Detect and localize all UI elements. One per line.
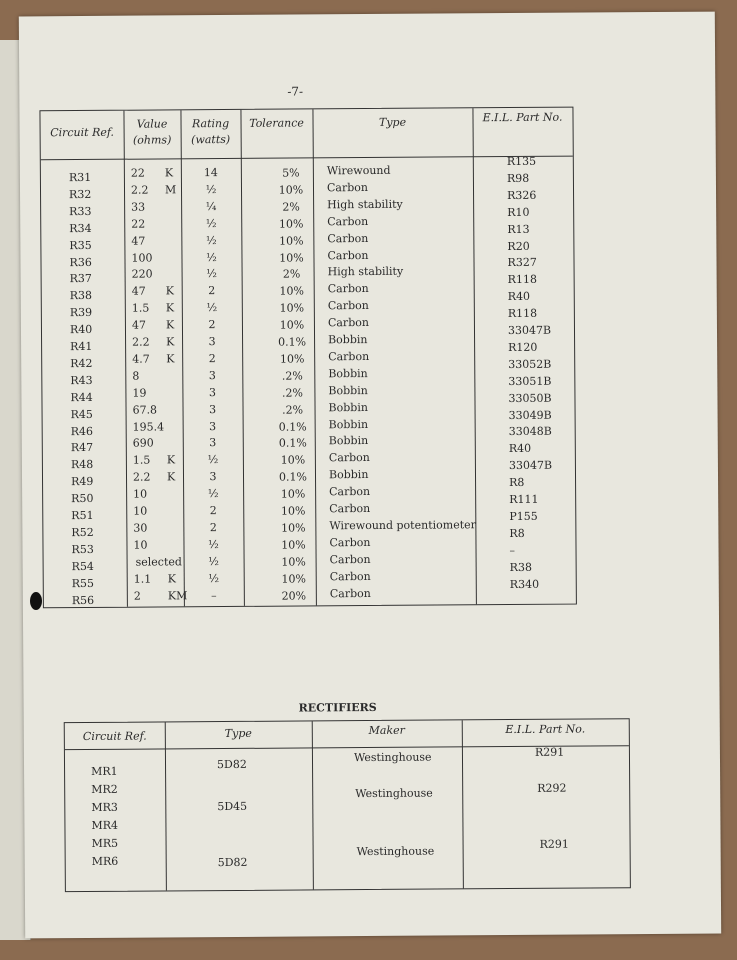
cell-tolerance: 10% — [279, 352, 305, 366]
cell-circuit-ref: R51 — [71, 508, 94, 523]
cell-type: Bobbin — [328, 366, 368, 381]
cell-tolerance: 10% — [279, 301, 305, 315]
cell-value: 47 — [131, 234, 146, 248]
cell-circuit-ref: R52 — [71, 525, 94, 539]
cell-rating: 3 — [208, 368, 216, 382]
cell-part-no: R327 — [507, 256, 537, 270]
cell-circuit-ref: R34 — [69, 221, 92, 235]
cell-value-unit: K — [164, 166, 174, 180]
cell-rating: ½ — [208, 571, 220, 585]
cell-part-no: R40 — [508, 442, 532, 456]
cell-circuit-ref: R56 — [71, 593, 95, 607]
cell-value: 690 — [132, 436, 154, 451]
cell-value: 2.2 — [132, 335, 150, 349]
cell-maker: Westinghouse — [355, 786, 433, 801]
cell-value: 19 — [132, 386, 147, 400]
cell-rating: 3 — [209, 436, 217, 450]
cell-type: Carbon — [326, 180, 369, 195]
cell-tolerance: 0.1% — [278, 419, 307, 434]
cell-rating: ½ — [205, 182, 217, 197]
cell-type: Carbon — [329, 552, 371, 566]
cell-type: Carbon — [327, 299, 369, 313]
cell-rating: 2 — [208, 284, 216, 298]
rectifiers-table — [64, 718, 631, 892]
cell-value: 2.2 — [132, 470, 151, 484]
cell-value: 10 — [133, 487, 148, 501]
cell-value-unit: K — [165, 284, 174, 298]
cell-tolerance: 10% — [280, 504, 306, 518]
cell-rating: ½ — [207, 453, 219, 467]
cell-type: Carbon — [329, 501, 371, 516]
cell-type: Wirewound potentiometer — [329, 518, 476, 533]
cell-type: 5D82 — [216, 757, 247, 772]
cell-tolerance: .2% — [281, 386, 303, 400]
cell-maker: Westinghouse — [356, 844, 435, 859]
cell-tolerance: 10% — [280, 453, 306, 467]
resistors-table — [39, 107, 576, 609]
cell-type: Carbon — [327, 282, 369, 296]
cell-type: Carbon — [328, 349, 370, 364]
cell-rating: 3 — [208, 385, 216, 399]
cell-circuit-ref: R37 — [69, 272, 92, 286]
cell-circuit-ref: R39 — [69, 306, 93, 320]
column-divider — [180, 110, 184, 606]
header-value: Value — [136, 117, 168, 131]
cell-type: Carbon — [329, 485, 371, 499]
cell-value: 100 — [131, 251, 153, 265]
cell-circuit-ref: R38 — [69, 289, 93, 303]
cell-tolerance: .2% — [282, 403, 304, 417]
cell-type: Bobbin — [328, 400, 368, 414]
cell-rating: 3 — [208, 402, 217, 416]
cell-rating: 3 — [209, 419, 217, 433]
header-maker: Maker — [368, 723, 405, 738]
cell-circuit-ref: MR1 — [91, 764, 118, 778]
cell-circuit-ref: R46 — [70, 424, 94, 438]
cell-circuit-ref: MR3 — [91, 800, 118, 814]
cell-tolerance: 20% — [281, 588, 307, 603]
cell-part-no: R291 — [539, 837, 569, 851]
cell-tolerance: 10% — [280, 487, 306, 501]
cell-part-no: – — [509, 543, 516, 557]
cell-tolerance: 5% — [282, 166, 300, 180]
header-type: Type — [224, 726, 252, 741]
cell-value: 8 — [132, 369, 140, 383]
cell-circuit-ref: R55 — [71, 576, 95, 590]
cell-rating: ½ — [208, 537, 219, 551]
header-circuit-ref: Circuit Ref. — [50, 125, 115, 140]
cell-value: 10 — [133, 504, 148, 518]
header-rating-unit: (watts) — [191, 132, 231, 147]
cell-value-unit: K — [165, 301, 175, 315]
cell-rating: 2 — [208, 318, 216, 332]
cell-part-no: 33049B — [508, 408, 552, 422]
cell-rating: ½ — [205, 216, 217, 230]
cell-circuit-ref: R42 — [70, 356, 93, 370]
cell-rating: ½ — [208, 554, 219, 568]
cell-part-no: R10 — [507, 205, 530, 219]
cell-part-no: R8 — [509, 526, 525, 540]
cell-rating: 3 — [208, 335, 216, 349]
cell-tolerance: 10% — [281, 521, 306, 535]
header-circuit-ref: Circuit Ref. — [82, 729, 147, 744]
cell-type: Carbon — [329, 535, 371, 550]
cell-value: 47 — [131, 284, 146, 298]
cell-circuit-ref: R45 — [70, 407, 93, 421]
cell-part-no: R292 — [537, 781, 567, 795]
header-type: Type — [378, 115, 407, 129]
column-divider — [312, 109, 316, 605]
cell-part-no: R118 — [507, 306, 538, 321]
cell-value: 47 — [131, 318, 146, 332]
cell-type: High stability — [327, 197, 403, 212]
header-part-no: E.I.L. Part No. — [505, 722, 586, 737]
cell-circuit-ref: R48 — [70, 458, 94, 472]
page-number: -7- — [287, 84, 304, 99]
cell-circuit-ref: R50 — [71, 492, 94, 506]
cell-value-unit: K — [166, 470, 176, 484]
cell-type: Bobbin — [328, 434, 369, 448]
cell-maker: Westinghouse — [353, 750, 432, 765]
cell-rating: ½ — [206, 250, 217, 264]
cell-value: 220 — [131, 267, 153, 282]
cell-circuit-ref: R32 — [68, 187, 92, 201]
cell-tolerance: 10% — [279, 250, 304, 265]
cell-circuit-ref: MR6 — [91, 854, 119, 868]
cell-value: 1.5 — [132, 453, 151, 467]
document-page — [19, 12, 721, 939]
cell-circuit-ref: R36 — [69, 255, 92, 269]
cell-tolerance: 0.1% — [278, 335, 307, 349]
cell-part-no: R13 — [507, 222, 530, 236]
cell-type: High stability — [327, 265, 404, 279]
cell-type: Bobbin — [328, 333, 368, 347]
cell-value-unit: K — [166, 453, 176, 467]
cell-type: Carbon — [329, 586, 371, 600]
cell-circuit-ref: R53 — [71, 542, 94, 556]
cell-rating: ½ — [205, 233, 217, 247]
cell-circuit-ref: MR5 — [91, 836, 119, 850]
cell-circuit-ref: R49 — [70, 475, 94, 489]
cell-circuit-ref: R41 — [70, 339, 93, 354]
cell-part-no: 33047B — [508, 458, 553, 473]
header-part-no: E.I.L. Part No. — [482, 110, 563, 125]
cell-tolerance: .2% — [281, 369, 303, 383]
cell-part-no: R326 — [507, 188, 537, 202]
cell-part-no: R340 — [509, 577, 540, 591]
cell-tolerance: 10% — [281, 572, 306, 586]
cell-value-unit: K — [166, 335, 175, 349]
cell-tolerance: 10% — [278, 183, 304, 197]
cell-part-no: 33047B — [507, 323, 552, 338]
cell-part-no: R8 — [509, 476, 525, 490]
cell-rating: – — [211, 588, 217, 602]
column-divider — [240, 110, 244, 606]
cell-rating: 2 — [208, 351, 216, 366]
cell-circuit-ref: R35 — [69, 238, 92, 252]
cell-rating: 14 — [203, 166, 218, 180]
cell-part-no: 33050B — [508, 391, 552, 405]
cell-type: 5D82 — [217, 855, 248, 870]
cell-rating: ½ — [206, 267, 217, 281]
header-value-unit: (ohms) — [132, 133, 172, 147]
cell-part-no: R120 — [508, 340, 538, 354]
cell-tolerance: 0.1% — [278, 436, 307, 451]
cell-part-no: R38 — [509, 560, 532, 574]
cell-value: 30 — [133, 521, 148, 535]
cell-circuit-ref: R40 — [69, 323, 93, 337]
cell-part-no: R98 — [506, 171, 530, 185]
cell-part-no: 33051B — [508, 374, 552, 388]
cell-value-unit: KM — [167, 588, 188, 602]
cell-value-unit: M — [164, 183, 177, 197]
cell-part-no: R111 — [509, 492, 539, 507]
cell-value: selected — [135, 555, 182, 569]
cell-part-no: R20 — [507, 239, 530, 253]
cell-tolerance: 10% — [279, 318, 305, 332]
cell-value: 195.4 — [132, 419, 165, 434]
cell-type: Bobbin — [328, 383, 368, 397]
cell-rating: 3 — [209, 470, 217, 484]
cell-value: 22 — [130, 166, 145, 180]
cell-rating: 2 — [209, 504, 217, 518]
cell-value-unit: K — [165, 318, 175, 332]
cell-circuit-ref: R43 — [70, 373, 93, 387]
cell-type: Carbon — [329, 569, 371, 583]
cell-tolerance: 10% — [278, 217, 304, 231]
rectifiers-title: RECTIFIERS — [298, 700, 377, 715]
cell-circuit-ref: R33 — [69, 204, 92, 218]
cell-rating: 2 — [209, 520, 217, 535]
cell-part-no: R118 — [507, 273, 537, 287]
cell-value: 10 — [133, 538, 148, 552]
column-divider — [123, 111, 127, 607]
cell-part-no: 33048B — [508, 425, 552, 439]
cell-circuit-ref: MR2 — [91, 782, 118, 796]
cell-value-unit: K — [167, 571, 176, 586]
cell-type: Carbon — [327, 248, 369, 262]
cell-type: Carbon — [327, 214, 369, 228]
cell-part-no: R40 — [507, 290, 531, 304]
cell-circuit-ref: R47 — [70, 441, 94, 455]
binding-hole — [30, 592, 42, 610]
cell-tolerance: 10% — [281, 538, 306, 552]
cell-part-no: R291 — [534, 745, 565, 759]
cell-circuit-ref: R44 — [70, 390, 93, 404]
cell-part-no: P155 — [509, 509, 538, 523]
cell-circuit-ref: MR4 — [91, 818, 119, 832]
cell-tolerance: 2% — [282, 200, 300, 214]
cell-type: Carbon — [328, 451, 370, 465]
cell-tolerance: 2% — [282, 267, 301, 281]
header-tolerance: Tolerance — [249, 116, 304, 130]
cell-type: Bobbin — [328, 417, 369, 431]
cell-rating: ¼ — [205, 199, 217, 213]
cell-value: 1.5 — [131, 301, 150, 315]
cell-type: Carbon — [327, 231, 369, 245]
cell-value: 67.8 — [132, 403, 158, 417]
header-rating: Rating — [191, 116, 230, 131]
cell-value: 22 — [131, 217, 146, 231]
cell-value: 33 — [131, 200, 146, 214]
cell-tolerance: 0.1% — [278, 470, 308, 484]
cell-circuit-ref: R31 — [68, 170, 92, 185]
cell-circuit-ref: R54 — [71, 559, 94, 573]
cell-tolerance: 10% — [281, 555, 306, 569]
cell-type: Carbon — [327, 316, 369, 330]
cell-rating: ½ — [207, 487, 219, 501]
cell-part-no: R135 — [506, 154, 537, 169]
cell-tolerance: 10% — [279, 284, 304, 298]
cell-tolerance: 10% — [279, 234, 304, 248]
cell-value: 2.2 — [130, 183, 149, 197]
cell-part-no: 33052B — [508, 357, 552, 371]
cell-value: 4.7 — [132, 352, 150, 366]
cell-value: 2 — [133, 589, 141, 603]
cell-type: Bobbin — [328, 468, 369, 482]
cell-value-unit: K — [166, 352, 175, 366]
cell-value: 1.1 — [133, 572, 152, 586]
cell-type: 5D45 — [217, 799, 248, 814]
cell-rating: ½ — [206, 301, 218, 315]
cell-type: Wirewound — [326, 163, 391, 178]
